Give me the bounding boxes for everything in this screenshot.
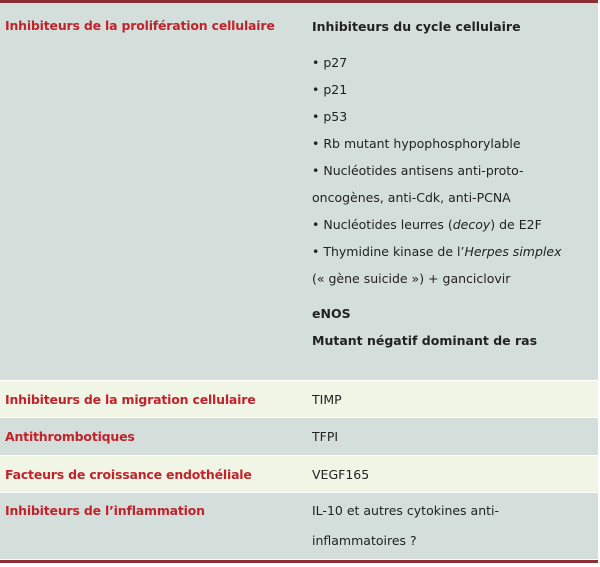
list-item: • Rb mutant hypophosphorylable [312, 136, 521, 151]
bullet-list [312, 55, 598, 298]
list-item: • p27 [312, 55, 348, 70]
table-row [0, 493, 598, 560]
table-bottom-rule [0, 560, 598, 563]
category-cell: Inhibiteurs de la migration cellulaire [5, 392, 256, 407]
subheading: Mutant négatif dominant de ras [312, 333, 538, 348]
list-item: • Nucléotides antisens anti-proto- [312, 163, 524, 178]
list-item-continuation: oncogènes, anti-Cdk, anti-PCNA [312, 190, 511, 205]
value-cell: TFPI [312, 429, 339, 444]
category-cell: Antithrombotiques [5, 429, 135, 444]
table-row [0, 3, 598, 381]
table-row [0, 381, 598, 418]
table-row [0, 456, 598, 493]
list-item: • Thymidine kinase de l’Herpes simplex [312, 244, 562, 259]
category-cell: Inhibiteurs de l’inflammation [5, 503, 205, 518]
category-cell: Facteurs de croissance endothéliale [5, 467, 252, 482]
list-item: • p21 [312, 82, 348, 97]
value-cell: IL-10 et autres cytokines anti- inflammatoires ? [312, 503, 500, 548]
subheading: Inhibiteurs du cycle cellulaire [312, 19, 521, 34]
list-item: • Nucléotides leurres (decoy) de E2F [312, 217, 542, 232]
value-cell: VEGF165 [312, 467, 370, 482]
subheading: eNOS [312, 306, 351, 321]
table-row [0, 418, 598, 456]
list-item: • p53 [312, 109, 348, 124]
value-cell [306, 3, 598, 380]
list-item-continuation: (« gène suicide ») + ganciclovir [312, 271, 511, 286]
category-cell: Inhibiteurs de la prolifération cellulaire [5, 18, 275, 33]
value-cell: TIMP [312, 392, 342, 407]
